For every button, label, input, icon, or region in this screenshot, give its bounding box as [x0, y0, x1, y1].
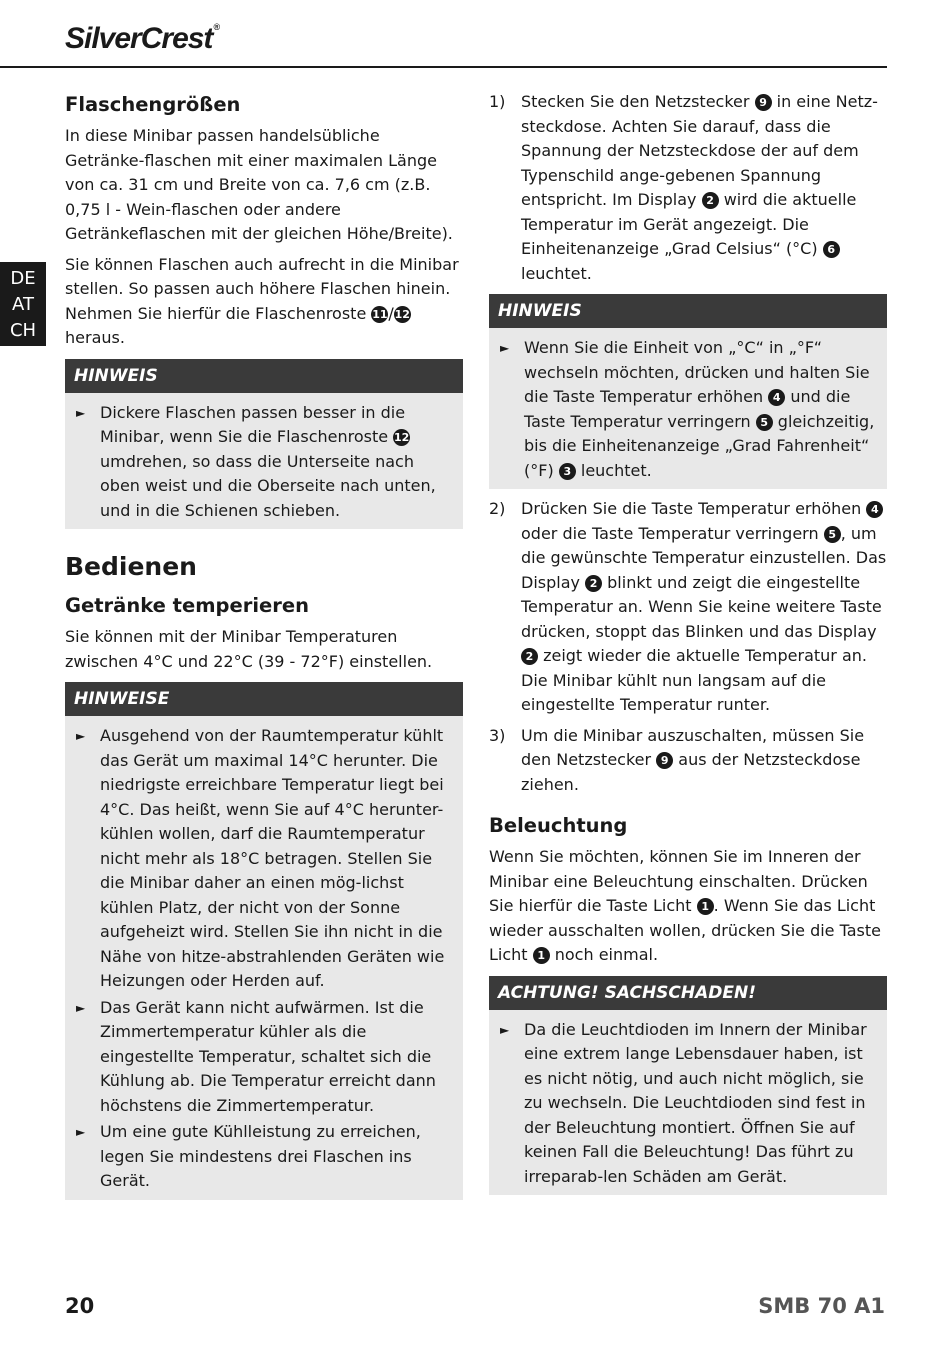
ref-3-icon: 3 — [559, 463, 576, 480]
lang-at: AT — [12, 294, 34, 315]
lang-de: DE — [10, 268, 36, 289]
triangle-bullet-icon: ► — [500, 1022, 510, 1037]
ref-5-icon: 5 — [824, 526, 841, 543]
steps-list — [489, 90, 887, 286]
triangle-bullet-icon: ► — [76, 729, 86, 743]
step-1: 1) Stecken Sie den Netzstecker 9 in eine Netz-steckdose. Achten Sie darauf, dass die Spannung der Netzsteckdose der auf dem Typenschild ange-gebenen Spannung entspricht. Im Display 2 wird die aktuelle Temperatur im Gerät angezeigt. Die Einheitenanzeige „Grad Celsius“ (°C) 6 leuchtet. — [489, 92, 878, 283]
ref-9-icon: 9 — [656, 752, 673, 769]
language-tab — [0, 262, 46, 346]
step-2: 2) Drücken Sie die Taste Temperatur erhöhen 4 oder die Taste Temperatur verringern 5 , um die gewünschte Temperatur einzustellen. Das Display 2 blinkt und zeigt die eingestellte Temperatur an. Wenn Sie keine weitere Taste drücken, stoppt das Blinken und das Display 2 zeigt wieder die aktuelle Temperatur an. Die Minibar kühlt nun langsam auf die eingestellte Temperatur runter. — [489, 499, 887, 714]
ref-2-icon: 2 — [702, 192, 719, 209]
section-title-flaschengroessen: Flaschengrößen — [65, 93, 241, 116]
list-item: ► Wenn Sie die Einheit von „°C“ in „°F“ wechseln möchten, drücken und halten Sie die Taste Temperatur erhöhen 4 und die Taste Temperatur verringern 5 gleichzeitig, bis die Einheitenanzeige „Grad Fahrenheit“ (°F) 3 leuchtet. — [500, 338, 875, 480]
triangle-bullet-icon: ► — [76, 1125, 86, 1139]
achtung-box — [489, 976, 887, 1196]
lang-ch: CH — [9, 320, 37, 341]
hinweis-box-1-title: HINWEIS — [65, 359, 463, 393]
ref-6-icon: 6 — [823, 241, 840, 258]
section-title-bedienen: Bedienen — [65, 552, 197, 581]
header-rule — [0, 66, 887, 68]
ref-9-icon: 9 — [755, 94, 772, 111]
steps-list-continued — [489, 497, 887, 797]
right-column — [489, 90, 887, 1195]
ref-2-icon: 2 — [521, 648, 538, 665]
ref-2-icon: 2 — [585, 575, 602, 592]
brand-logo: SilverCrest® — [65, 22, 220, 55]
hinweise-box — [65, 682, 463, 1200]
ref-12-icon: 12 — [394, 307, 410, 321]
flaschen-paragraph-2: Sie können Flaschen auch aufrecht in die Minibar stellen. So passen auch höhere Flaschen hinein. Nehmen Sie hierfür die Flaschenroste 11/12 heraus. — [65, 254, 459, 347]
flaschen-paragraph-1: In diese Minibar passen handelsübliche Getränke-flaschen mit einer maximalen Länge von ca. 31 cm und Breite von ca. 7,6 cm (z.B. 0,75 l - Wein-flaschen oder andere Getränkeflaschen mit der gleichen Höhe/Breite). — [65, 126, 453, 243]
list-item: ► Um eine gute Kühlleistung zu erreichen, legen Sie mindestens drei Flaschen ins Gerät. — [76, 1122, 421, 1190]
hinweis-box-2 — [489, 294, 887, 489]
ref-1-icon: 1 — [697, 898, 714, 915]
beleuchtung-paragraph: Wenn Sie möchten, können Sie im Inneren der Minibar eine Beleuchtung einschalten. Drücken Sie hierfür die Taste Licht 1 . Wenn Sie das Licht wieder ausschalten wollen, drücken Sie die Taste Licht 1 noch einmal. — [489, 847, 881, 964]
triangle-bullet-icon: ► — [500, 341, 510, 355]
left-column — [65, 90, 463, 1200]
list-item: ► Da die Leuchtdioden im Innern der Minibar eine extrem lange Lebensdauer haben, ist es nicht nötig, und auch nicht möglich, sie zu wechseln. Die Leuchtdioden sind fest in der Beleuchtung montiert. Öffnen Sie auf keinen Fall die Beleuchtung! Das führt zu irreparab-len Schäden am Gerät. — [500, 1019, 867, 1186]
step-3: 3) Um die Minibar auszuschalten, müssen Sie den Netzstecker 9 aus der Netzsteckdose ziehen. — [489, 725, 865, 794]
section-title-beleuchtung: Beleuchtung — [489, 814, 628, 837]
list-item: ► Das Gerät kann nicht aufwärmen. Ist die Zimmertemperatur kühler als die eingestellte Temperatur, schaltet sich die Kühlung ab. Die Temperatur erreicht dann höchstens die Zimmertemperatur. — [76, 997, 436, 1115]
model-number: SMB 70 A1 — [758, 1294, 885, 1318]
ref-4-icon: 4 — [768, 389, 785, 406]
temperieren-paragraph: Sie können mit der Minibar Temperaturen zwischen 4°C und 22°C (39 - 72°F) einstellen. — [65, 627, 433, 671]
hinweis-box-2-title: HINWEIS — [489, 294, 887, 328]
page-number: 20 — [65, 1294, 95, 1318]
triangle-bullet-icon: ► — [76, 405, 86, 420]
ref-1-icon: 1 — [533, 947, 550, 964]
list-item: ► Dickere Flaschen passen besser in die Minibar, wenn Sie die Flaschenroste 12 umdrehen, so dass die Unterseite nach oben weist und die Oberseite nach unten, und in die Schienen schieben. — [76, 402, 436, 520]
hinweis-box-1 — [65, 359, 463, 530]
hinweise-box-title: HINWEISE — [65, 682, 463, 716]
ref-12-icon: 12 — [394, 431, 410, 444]
triangle-bullet-icon: ► — [76, 1000, 86, 1015]
achtung-box-title: ACHTUNG! SACHSCHADEN! — [489, 976, 887, 1010]
ref-4-icon: 4 — [866, 501, 883, 518]
list-item: ► Ausgehend von der Raumtemperatur kühlt das Gerät um maximal 14°C herunter. Die niedrigste erreichbare Temperatur liegt bei 4°C. Das heißt, wenn Sie auf 4°C herunter-kühlen wollen, darf die Raumtemperatur nicht mehr als 18°C betragen. Stellen Sie die Minibar daher an einen mög-lichst kühlen Platz, der nicht von der Sonne aufgeheizt wird. Stellen Sie ihn nicht in die Nähe von hitze-abstrahlenden Geräten wie Heizungen oder Herden auf. — [76, 726, 445, 990]
section-title-temperieren: Getränke temperieren — [65, 594, 309, 617]
ref-5-icon: 5 — [756, 414, 773, 431]
ref-11-icon: 11 — [372, 307, 388, 321]
